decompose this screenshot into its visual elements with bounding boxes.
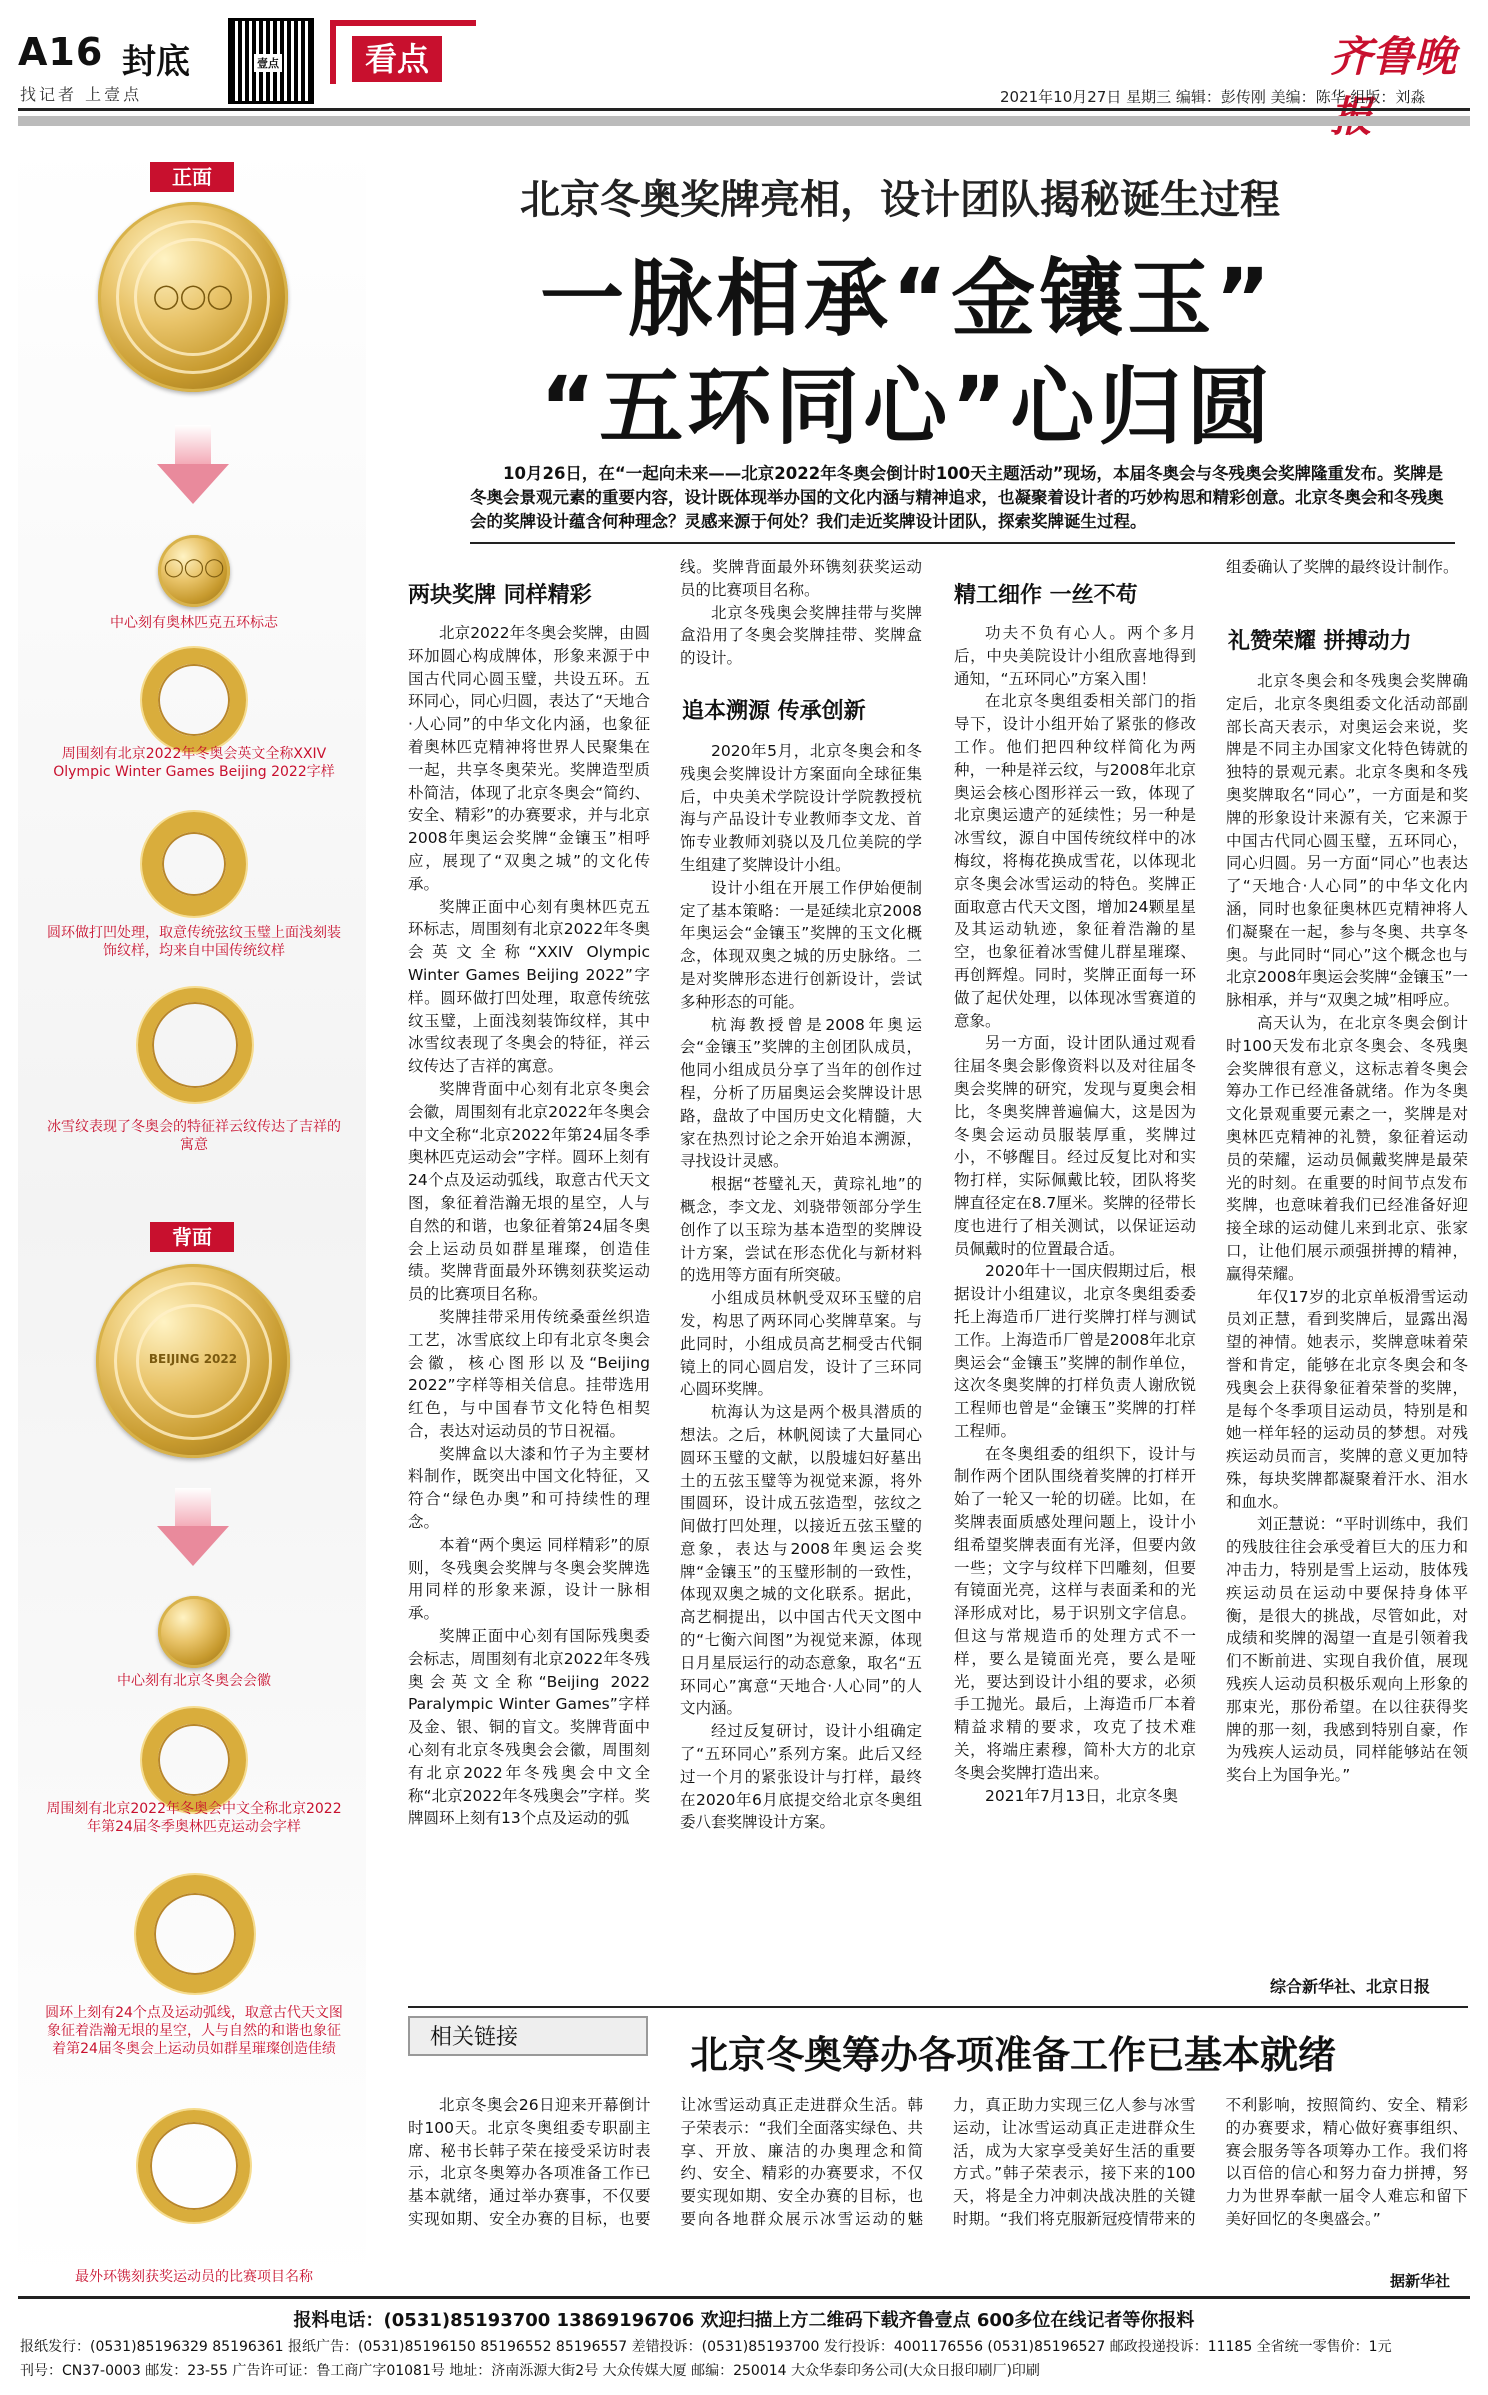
medal-ring-outer-image [142, 648, 246, 752]
paragraph: 线。奖牌背面最外环镌刻获奖运动员的比赛项目名称。 [680, 558, 922, 599]
article-col-4-top [1226, 556, 1468, 579]
medal-back-stars-image [136, 1875, 254, 1993]
article-col-2-top [680, 556, 922, 670]
headline-line-1: 一脉相承“金镶玉” [540, 250, 1275, 348]
paragraph: 在冬奥组委的组织下，设计与制作两个团队围绕着奖牌的打样开始了一轮又一轮的切磋。比如，在奖牌表面质感处理问题上，设计小组希望奖牌表面有光泽，但要内敛一些；文字与纹样下凹雕刻，但要有镜面光亮，这样与表面柔和的光泽形成对比，易于识别文字信息。但这与常规造币的处理方式不一样，要么是镜面光亮，要么是哑光，要达到设计小组的要求，必须手工抛光。最后，上海造币厂本着精益求精的要求，攻克了技术难关，将端庄素穆，简朴大方的北京冬奥会奖牌打造出来。 [954, 1444, 1196, 1782]
arrow-stem [175, 425, 211, 465]
col2-heading: 追本溯源 传承创新 [682, 699, 866, 724]
col1-heading: 两块奖牌 同样精彩 [408, 583, 592, 608]
caption-6: 周围刻有北京2022年冬奥会中文全称北京2022年第24届冬季奥林匹克运动会字样 [46, 1801, 342, 1835]
paragraph: 奖牌挂带采用传统桑蚕丝织造工艺，冰雪底纹上印有北京冬奥会会徽，核心图形以及“Beijing 2022”字样等相关信息。挂带选用红色，与中国春节文化特色相契合，表达对运动员的节日祝福。 [408, 1307, 650, 1440]
paragraph: 功夫不负有心人。两个多月后，中央美院设计小组欣喜地得到通知，“五环同心”方案入围！ [954, 624, 1196, 688]
paragraph: 小组成员林帆受双环玉璧的启发，构思了两环同心奖牌草案。与此同时，小组成员高艺桐受古代铜镜上的同心圆启发，设计了三环同心圆环奖牌。 [680, 1289, 922, 1399]
paragraph: 奖牌盒以大漆和竹子为主要材料制作，既突出中国文化特征，又符合“绿色办奥”和可持续性的理念。 [408, 1444, 650, 1532]
olympic-rings-icon: ◯◯◯ [152, 282, 234, 310]
paragraph: 组委确认了奖牌的最终设计制作。 [1226, 558, 1459, 576]
caption-2: 周围刻有北京2022年冬奥会英文全称XXIV Olympic Winter Games Beijing 2022字样 [53, 746, 335, 780]
paragraph: 刘正慧说：“平时训练中，我们的残肢往往会承受着巨大的压力和冲击力，特别是雪上运动，肢体残疾运动员在运动中要保持身体平衡，是很大的挑战，尽管如此，对成绩和奖牌的渴望一直是引领着我们不断前进、实现自我价值，展现残疾人运动员积极乐观向上形象的那束光，那份希望。在以往获得奖牌的那一刻，我感到特别自豪，作为残疾人运动员，同样能够站在领奖台上为国争光。” [1226, 1515, 1468, 1785]
caption-7: 圆环上刻有24个点及运动弧线，取意古代天文图象征着浩瀚无垠的星空，人与自然的和谐也象征着第24届冬奥会上运动员如群星璀璨创造佳绩 [45, 2005, 343, 2057]
article-col-3 [954, 622, 1196, 2002]
medal-back-ring-image [142, 1708, 246, 1812]
paragraph: 奖牌正面中心刻有国际残奥委会标志，周围刻有北京2022年冬残奥会英文全称“Beijing 2022 Paralympic Winter Games”字样及金、银、铜的盲文。奖牌背面中心刻有北京冬残奥会会徽，周围刻有北京2022年冬残奥会中文全称“北京2022年冬残奥会”字样。奖牌圆环上刻有13个点及运动的弧 [408, 1627, 650, 1828]
caption-5: 中心刻有北京冬奥会会徽 [117, 1673, 271, 1689]
qr-label: 壹点 [254, 54, 282, 72]
paragraph: 北京2022年冬奥会奖牌，由圆环加圆心构成牌体，形象来源于中国古代同心圆玉璧，共设五环。五环同心，同心归圆，表达了“天地合·人心同”的中华文化内涵，也象征着奥林匹克精神将世界人民聚集在一起，共享冬奥荣光。奖牌造型质朴简洁，体现了北京冬奥会“简约、安全、精彩”的办赛要求，并与北京2008年奥运会奖牌“金镶玉”相呼应，展现了“双奥之城”的文化传承。 [408, 624, 650, 893]
page-number: A16 [18, 30, 104, 74]
medal-back-image [96, 1264, 290, 1458]
paragraph: 杭海认为这是两个极具潜质的想法。之后，林帆阅读了大量同心圆环玉璧的文献，以殷墟妇好墓出土的五弦玉璧等为视觉来源，将外围圆环，设计成五弦造型，弦纹之间做打凹处理，以接近五弦玉璧的意象，表达与2008年奥运会奖牌“金镶玉”的玉璧形制的一致性，体现双奥之城的文化联系。据此，高艺桐提出，以中国古代天文图中的“七衡六间图”为视觉来源，体现日月星辰运行的动态意象，取名“五环同心”寓意“天地合·人心同”的人文内涵。 [680, 1403, 922, 1718]
medal-center-image [158, 535, 230, 607]
edition-info: 2021年10月27日 星期三 编辑：彭传刚 美编：陈华 组版：刘淼 [1000, 88, 1426, 106]
headline-line-2: “五环同心”心归圆 [540, 358, 1275, 456]
header-rule [18, 108, 1470, 111]
olympic-rings-icon: ◯◯◯ [163, 557, 225, 578]
footer-hotline: 报料电话：(0531)85193700 13869196706 欢迎扫描上方二维码下载齐鲁壹点 600多位在线记者等你报料 [293, 2310, 1195, 2331]
down-arrow-icon [157, 1526, 229, 1566]
medal-back-outer-image [138, 2110, 250, 2222]
caption-3: 圆环做打凹处理，取意传统弦纹玉璧上面浅刻装饰纹样，均来自中国传统纹样 [47, 925, 341, 959]
header-band [18, 116, 1470, 126]
paragraph: 北京冬奥会26日迎来开幕倒计时100天。北京冬奥组委专职副主席、秘书长韩子荣在接受采访时表示，北京冬奥筹办各项准备工作已基本就绪，通过举办赛事，不仅要实现如期、安全办赛的目标，也要让冰雪运动真正走进群众生活。韩子荣表示：“我们全面落实绿色、共享、开放、廉洁的办奥理念和简约、安全、精彩的办赛要求，不仅要实现如期、安全办赛的目标，也要向各地群众展示冰雪运动的魅力，真正助力实现三亿人参与冰雪运动，让冰雪运动真正走进群众生活，成为大家享受美好生活的重要方式。”韩子荣表示，接下来的100天，将是全力冲刺决战决胜的关键时期。“我们将克服新冠疫情带来的不利影响，按照简约、安全、精彩的办赛要求，精心做好赛事组织、赛会服务等各项筹办工作。我们将以百倍的信心和努力奋力拼搏，努力为世界奉献一届令人难忘和留下美好回忆的冬奥盛会。” [408, 2096, 1468, 2228]
paragraph: 高天认为，在北京冬奥会倒计时100天发布北京冬奥会、冬残奥会奖牌很有意义，这标志着冬奥会筹办工作已经准备就绪。作为冬奥文化景观重要元素之一，奖牌是对奥林匹克精神的礼赞，象征着运动员的荣耀，运动员佩戴奖牌是最荣光的时刻。在重要的时间节点发布奖牌，也意味着我们已经准备好迎接全球的运动健儿来到北京、张家口，让他们展示顽强拼搏的精神，赢得荣耀。 [1226, 1013, 1468, 1283]
paragraph: 北京冬奥会和冬残奥会奖牌确定后，北京冬奥组委文化活动部副部长高天表示，对奥运会来说，奖牌是不同主办国家文化特色铸就的独特的景观元素。北京冬奥和冬残奥奖牌取名“同心”，一方面是和奖牌的形象设计来源有关，它来源于中国古代同心圆玉璧，五环同心，同心归圆。另一方面“同心”也表达了“天地合·人心同”的中华文化内涵，同时也象征奥林匹克精神将人们凝聚在一起，参与冬奥、共享冬奥。与此同时“同心”这个概念也与北京2008年奥运会奖牌“金镶玉”一脉相承，并与“双奥之城”相呼应。 [1226, 672, 1468, 1010]
paragraph: 北京冬残奥会奖牌挂带与奖牌盒沿用了冬奥会奖牌挂带、奖牌盒的设计。 [680, 603, 922, 668]
article-kicker: 北京冬奥奖牌亮相，设计团队揭秘诞生过程 [520, 177, 1280, 223]
paragraph: 本着“两个奥运 同样精彩”的原则，冬残奥会奖牌与冬奥会奖牌选用同样的形象来源，设计一脉相承。 [408, 1535, 650, 1623]
paragraph: 奖牌背面中心刻有北京冬奥会会徽，周围刻有北京2022年冬奥会中文全称“北京2022年第24届冬季奥林匹克运动会”字样。圆环上刻有24个点及运动弧线，取意古代天文图，象征着浩瀚无垠的星空，人与自然的和谐，也象征着第24届冬奥会上运动员如群星璀璨，创造佳绩。奖牌背面最外环镌刻获奖运动员的比赛项目名称。 [408, 1079, 650, 1304]
related-rule [408, 2006, 1468, 2008]
article-col-2 [680, 740, 922, 2000]
column-badge: 看点 [352, 36, 442, 82]
paragraph: 设计小组在开展工作伊始便制定了基本策略：一是延续北京2008年奥运会“金镶玉”奖牌的玉文化概念，体现双奥之城的历史脉络。二是对奖牌形态进行创新设计，尝试多种形态的可能。 [680, 878, 922, 1011]
paragraph: 2020年5月，北京冬奥会和冬残奥会奖牌设计方案面向全球征集后，中央美术学院设计学院教授杭海与产品设计专业教师李文龙、首饰专业教师刘骁以及几位美院的学生组建了奖牌设计小组。 [680, 742, 922, 874]
col4-heading: 礼赞荣耀 拼搏动力 [1228, 629, 1412, 654]
paragraph: 在北京冬奥组委相关部门的指导下，设计小组开始了紧张的修改工作。他们把四种纹样简化为两种，一种是祥云纹，与2008年北京奥运会核心图形祥云一致，体现了北京奥运遗产的延续性；另一种是冰雪纹，源自中国传统纹样中的冰梅纹，将梅花换成雪花，以体现北京冬奥会冰雪运动的特色。奖牌正面取意古代天文图，增加24颗星星及其运动轨迹，象征着浩瀚的星空，也象征着冰雪健儿群星璀璨、再创辉煌。同时，奖牌正面每一环做了起伏处理，以体现冰雪赛道的意象。 [954, 692, 1196, 1030]
paragraph: 2021年7月13日，北京冬奥 [985, 1786, 1179, 1805]
related-text [408, 2094, 1468, 2274]
front-tag: 正面 [150, 162, 234, 192]
medal-front-image [98, 202, 288, 392]
medal-ring-pattern-image [138, 988, 252, 1102]
paragraph: 根据“苍璧礼天，黄琮礼地”的概念，李文龙、刘骁带领部分学生创作了以玉琮为基本造型的奖牌设计方案，尝试在形态优化与新材料的选用等方面有所突破。 [680, 1175, 922, 1285]
newspaper-logo: 齐鲁晚 [1330, 32, 1457, 81]
col3-heading: 精工细作 一丝不苟 [954, 583, 1138, 608]
arrow-stem-2 [175, 1488, 211, 1528]
paragraph: 经过反复研讨，设计小组确定了“五环同心”系列方案。此后又经过一个月的紧张设计与打样，最终在2020年6月底提交给北京冬奥组委八套奖牌设计方案。 [680, 1722, 922, 1832]
related-link-box: 相关链接 [408, 2016, 648, 2056]
lead-rule [470, 542, 1455, 544]
caption-4: 冰雪纹表现了冬奥会的特征祥云纹传达了吉祥的寓意 [47, 1119, 341, 1153]
caption-8: 最外环镌刻获奖运动员的比赛项目名称 [75, 2269, 313, 2285]
related-headline: 北京冬奥筹办各项准备工作已基本就绪 [690, 2033, 1337, 2077]
footer-rule [18, 2296, 1470, 2299]
section-name: 封底 [122, 42, 190, 82]
paragraph: 杭海教授曾是2008年奥运会“金镶玉”奖牌的主创团队成员，他同小组成员分享了当年的创作过程，分析了历届奥运会奖牌设计思路，盘故了中国历史文化精髓，大家在热烈讨论之余开始追本溯源，寻找设计灵感。 [680, 1015, 922, 1171]
related-source: 据新华社 [1390, 2272, 1451, 2290]
beijing-emblem-icon: BEIJING 2022 [148, 1352, 238, 1366]
back-tag: 背面 [150, 1222, 234, 1252]
down-arrow-icon [157, 464, 229, 504]
paragraph: 另一方面，设计团队通过观看往届冬奥会影像资料以及对往届冬奥会奖牌的研究，发现与夏奥会相比，冬奥奖牌普遍偏大，这是因为冬奥会运动员服装厚重，奖牌过小，不够醒目。经过反复比对和实物打样，实际佩戴比较，团队将奖牌直径定在8.7厘米。奖牌的径带长度也进行了相关测试，以保证运动员佩戴时的位置最合适。 [954, 1034, 1196, 1258]
paragraph: 年仅17岁的北京单板滑雪运动员刘正慧，看到奖牌后，显露出渴望的神情。她表示，奖牌意味着荣誉和肯定，能够在北京冬奥会和冬残奥会上获得象征着荣誉的奖牌，是每个冬季项目运动员，特别是和她一样年轻的运动员的梦想。对残疾运动员而言，奖牌的意义更加特殊，每块奖牌都凝聚着汗水、泪水和血水。 [1226, 1287, 1468, 1511]
medal-back-center-image [158, 1596, 230, 1668]
article-source: 综合新华社、北京日报 [1270, 1977, 1431, 1996]
caption-1: 中心刻有奥林匹克五环标志 [110, 615, 278, 631]
article-lead: 10月26日，在“一起向未来——北京2022年冬奥会倒计时100天主题活动”现场，本届冬奥会与冬残奥会奖牌隆重发布。奖牌是冬奥会景观元素的重要内容，设计既体现举办国的文化内涵与精神追求，也凝聚着设计者的巧妙构思和精彩创意。北京冬奥会和冬残奥会的奖牌设计蕴含何种理念？灵感来源于何处？我们走近奖牌设计团队，探索奖牌诞生过程。 [470, 464, 1444, 531]
article-col-4 [1226, 670, 1468, 1970]
article-col-1 [408, 622, 650, 2002]
paragraph: 2020年十一国庆假期过后，根据设计小组建议，北京冬奥组委委托上海造币厂进行奖牌打样与测试工作。上海造币厂曾是2008年北京奥运会“金镶玉”奖牌的制作单位，这次冬奥奖牌的打样负责人谢欣锐工程师也曾是“金镶玉”奖牌的打样工程师。 [954, 1262, 1196, 1440]
footer-contacts: 报纸发行：(0531)85196329 85196361 报纸广告：(0531)85196150 85196552 85196557 差错投诉：(0531)85193700 发行投诉：4001176556 (0531)85196527 邮政投递投诉：11185 全省统一零售价：1元 [20, 2339, 1392, 2355]
medal-ring-middle-image [142, 812, 246, 916]
paragraph: 奖牌正面中心刻有奥林匹克五环标志，周围刻有北京2022年冬奥会英文全称“XXIV Olympic Winter Games Beijing 2022”字样。圆环做打凹处理，取意传统弦纹玉璧，上面浅刻装饰纹样，其中冰雪纹表现了冬奥会的特征，祥云纹传达了吉祥的寓意。 [408, 897, 650, 1076]
section-slogan: 找记者 上壹点 [20, 85, 143, 104]
footer-imprint: 刊号：CN37-0003 邮发：23-55 广告许可证：鲁工商广字01081号 地址：济南泺源大街2号 大众传媒大厦 邮编：250014 大众华泰印务公司(大众日报印刷厂)印刷 [20, 2363, 1040, 2379]
